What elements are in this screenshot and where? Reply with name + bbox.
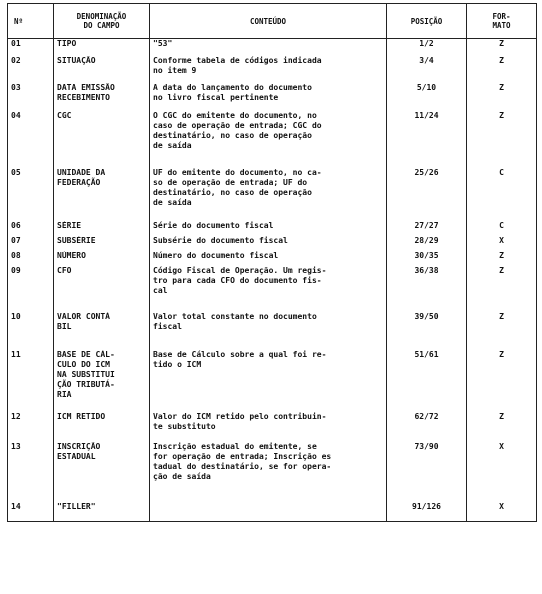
row-format: Z: [467, 111, 537, 168]
field-layout-table: [7, 3, 537, 522]
row-content: Subsérie do documento fiscal: [150, 236, 387, 251]
row-content: Código Fiscal de Operação. Um regis- tro para cada CFO do documento fis- cal: [150, 266, 387, 312]
row-field-name: NÚMERO: [54, 251, 150, 266]
row-field-name: CGC: [54, 111, 150, 168]
row-nr: 03: [8, 83, 54, 111]
header-field-name: DENOMINAÇÃO DO CAMPO: [54, 4, 150, 39]
row-position: 11/24: [387, 111, 467, 168]
row-position: 5/10: [387, 83, 467, 111]
row-nr: 02: [8, 56, 54, 83]
row-nr: 07: [8, 236, 54, 251]
row-format: X: [467, 502, 537, 522]
table-row: [8, 442, 537, 502]
row-nr: 09: [8, 266, 54, 312]
row-nr: 10: [8, 312, 54, 350]
table-row: [8, 111, 537, 168]
table-row: [8, 266, 537, 312]
row-format: Z: [467, 312, 537, 350]
row-content: Valor do ICM retido pelo contribuin- te substituto: [150, 412, 387, 442]
row-position: 73/90: [387, 442, 467, 502]
row-content: O CGC do emitente do documento, no caso de operação de entrada; CGC do destinatário, no caso de operação de saída: [150, 111, 387, 168]
row-format: Z: [467, 39, 537, 56]
row-format: Z: [467, 83, 537, 111]
row-position: 36/38: [387, 266, 467, 312]
row-position: 91/126: [387, 502, 467, 522]
table-row: [8, 312, 537, 350]
row-position: 51/61: [387, 350, 467, 412]
row-position: 1/2: [387, 39, 467, 56]
row-format: X: [467, 236, 537, 251]
row-position: 39/50: [387, 312, 467, 350]
row-format: Z: [467, 251, 537, 266]
row-content: Valor total constante no documento fiscal: [150, 312, 387, 350]
row-format: C: [467, 168, 537, 221]
row-position: 62/72: [387, 412, 467, 442]
row-position: 27/27: [387, 221, 467, 236]
row-nr: 06: [8, 221, 54, 236]
table-row: [8, 56, 537, 83]
row-field-name: SUBSÉRIE: [54, 236, 150, 251]
table-row: [8, 236, 537, 251]
row-position: 28/29: [387, 236, 467, 251]
row-field-name: INSCRIÇÃO ESTADUAL: [54, 442, 150, 502]
row-content: "53": [150, 39, 387, 56]
table-row: [8, 502, 537, 522]
row-field-name: CFO: [54, 266, 150, 312]
row-position: 3/4: [387, 56, 467, 83]
row-field-name: SÉRIE: [54, 221, 150, 236]
header-format: FOR- MATO: [467, 4, 537, 39]
row-position: 25/26: [387, 168, 467, 221]
row-field-name: ICM RETIDO: [54, 412, 150, 442]
row-field-name: "FILLER": [54, 502, 150, 522]
row-content: Conforme tabela de códigos indicada no item 9: [150, 56, 387, 83]
row-format: Z: [467, 412, 537, 442]
table-header-row: [8, 4, 537, 39]
table-row: [8, 168, 537, 221]
row-nr: 08: [8, 251, 54, 266]
table-row: [8, 83, 537, 111]
row-nr: 12: [8, 412, 54, 442]
row-field-name: SITUAÇÃO: [54, 56, 150, 83]
table-row: [8, 251, 537, 266]
row-position: 30/35: [387, 251, 467, 266]
row-content: Número do documento fiscal: [150, 251, 387, 266]
header-content: CONTEÚDO: [150, 4, 387, 39]
table-row: [8, 412, 537, 442]
row-nr: 13: [8, 442, 54, 502]
row-format: Z: [467, 350, 537, 412]
row-nr: 05: [8, 168, 54, 221]
row-nr: 04: [8, 111, 54, 168]
row-content: Série do documento fiscal: [150, 221, 387, 236]
row-field-name: DATA EMISSÃO RECEBIMENTO: [54, 83, 150, 111]
row-nr: 01: [8, 39, 54, 56]
row-content: UF do emitente do documento, no ca- so de operação de entrada; UF do destinatário, no caso de operação de saída: [150, 168, 387, 221]
row-format: Z: [467, 56, 537, 83]
row-content: Base de Cálculo sobre a qual foi re- tido o ICM: [150, 350, 387, 412]
row-nr: 14: [8, 502, 54, 522]
table-row: [8, 39, 537, 56]
row-content: Inscrição estadual do emitente, se for operação de entrada; Inscrição es tadual do destinatário, se for opera- ção de saída: [150, 442, 387, 502]
header-nr: Nº: [8, 4, 54, 39]
row-format: C: [467, 221, 537, 236]
row-field-name: BASE DE CÁL- CULO DO ICM NA SUBSTITUI ÇÃO TRIBUTÁ- RIA: [54, 350, 150, 412]
table-row: [8, 350, 537, 412]
row-field-name: TIPO: [54, 39, 150, 56]
row-format: X: [467, 442, 537, 502]
table-row: [8, 221, 537, 236]
row-content: A data do lançamento do documento no livro fiscal pertinente: [150, 83, 387, 111]
row-field-name: VALOR CONTÁ BIL: [54, 312, 150, 350]
row-nr: 11: [8, 350, 54, 412]
row-format: Z: [467, 266, 537, 312]
row-content: [150, 502, 387, 522]
header-position: POSIÇÃO: [387, 4, 467, 39]
row-field-name: UNIDADE DA FEDERAÇÃO: [54, 168, 150, 221]
